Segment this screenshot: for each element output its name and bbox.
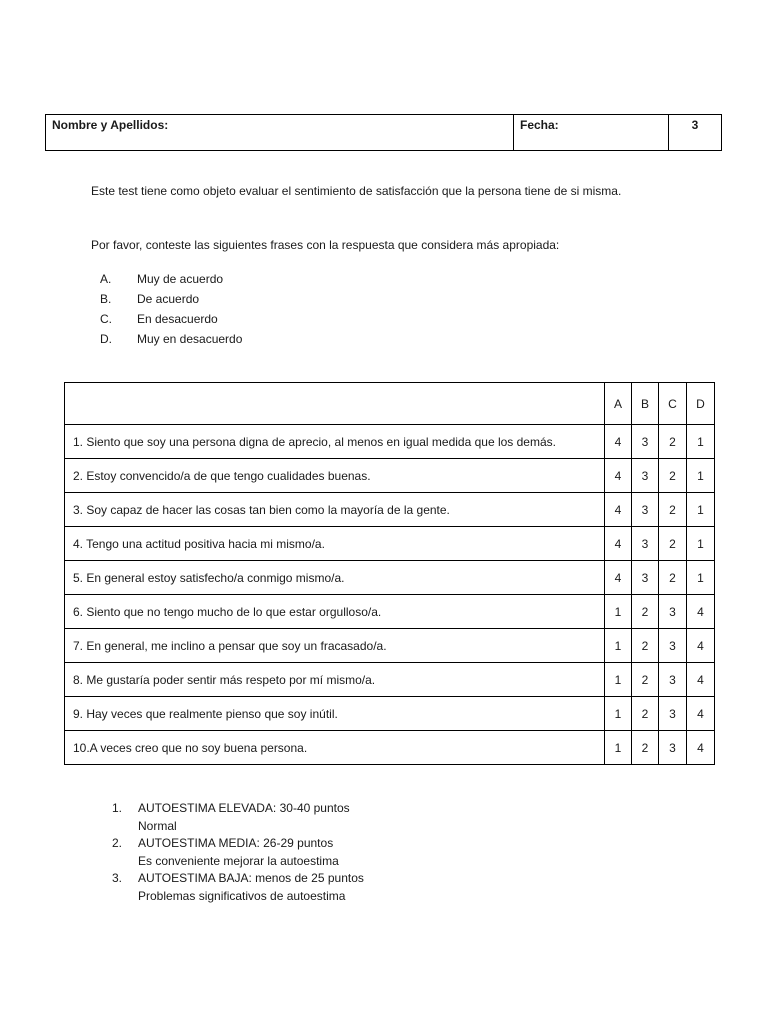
option-item <box>100 269 242 289</box>
score-cell: 1 <box>605 629 632 663</box>
name-field-label: Nombre y Apellidos: <box>46 115 514 151</box>
score-cell: 3 <box>659 731 687 765</box>
score-cell: 4 <box>687 731 715 765</box>
score-cell: 2 <box>659 459 687 493</box>
column-header-c: C <box>659 383 687 425</box>
option-letter: C. <box>100 312 112 326</box>
score-cell: 3 <box>659 663 687 697</box>
question-text: 4. Tengo una actitud positiva hacia mi mismo/a. <box>65 527 605 561</box>
score-cell: 2 <box>632 595 659 629</box>
score-cell: 4 <box>687 663 715 697</box>
questionnaire-table <box>64 382 715 765</box>
score-cell: 3 <box>632 493 659 527</box>
score-cell: 3 <box>659 697 687 731</box>
result-item <box>112 835 364 870</box>
option-text: En desacuerdo <box>137 312 218 326</box>
option-text: Muy en desacuerdo <box>137 332 243 346</box>
column-header-b: B <box>632 383 659 425</box>
score-cell: 2 <box>659 425 687 459</box>
option-letter: A. <box>100 272 112 286</box>
table-row <box>65 629 715 663</box>
result-number: 3. <box>112 871 123 885</box>
option-item <box>100 329 242 349</box>
option-item <box>100 289 242 309</box>
table-row <box>65 459 715 493</box>
question-text: 5. En general estoy satisfecho/a conmigo mismo/a. <box>65 561 605 595</box>
question-text: 2. Estoy convencido/a de que tengo cualidades buenas. <box>65 459 605 493</box>
table-row <box>65 493 715 527</box>
date-field-label: Fecha: <box>514 115 669 151</box>
question-text: 3. Soy capaz de hacer las cosas tan bien como la mayoría de la gente. <box>65 493 605 527</box>
score-cell: 4 <box>687 629 715 663</box>
score-cell: 4 <box>605 425 632 459</box>
option-letter: D. <box>100 332 112 346</box>
table-header-blank <box>65 383 605 425</box>
result-item <box>112 870 364 905</box>
option-text: De acuerdo <box>137 292 200 306</box>
score-cell: 3 <box>632 527 659 561</box>
intro-paragraph: Este test tiene como objeto evaluar el sentimiento de satisfacción que la persona tiene de si misma. <box>91 184 622 198</box>
score-cell: 4 <box>605 459 632 493</box>
question-text: 8. Me gustaría poder sentir más respeto por mí mismo/a. <box>65 663 605 697</box>
score-cell: 2 <box>632 629 659 663</box>
score-cell: 4 <box>605 527 632 561</box>
score-cell: 2 <box>632 697 659 731</box>
question-text: 6. Siento que no tengo mucho de lo que estar orgulloso/a. <box>65 595 605 629</box>
score-cell: 1 <box>687 493 715 527</box>
result-number: 1. <box>112 801 123 815</box>
result-title: AUTOESTIMA BAJA: menos de 25 puntos <box>138 871 364 885</box>
score-cell: 2 <box>659 527 687 561</box>
score-cell: 1 <box>687 527 715 561</box>
table-row <box>65 527 715 561</box>
table-row <box>65 697 715 731</box>
question-text: 10.A veces creo que no soy buena persona. <box>65 731 605 765</box>
option-letter: B. <box>100 292 112 306</box>
result-note: Problemas significativos de autoestima <box>138 888 346 903</box>
score-cell: 1 <box>605 595 632 629</box>
option-item <box>100 309 242 329</box>
table-row <box>65 595 715 629</box>
score-cell: 1 <box>687 459 715 493</box>
question-text: 7. En general, me inclino a pensar que soy un fracasado/a. <box>65 629 605 663</box>
table-header-row <box>65 383 715 425</box>
score-cell: 2 <box>632 731 659 765</box>
page-number: 3 <box>669 115 722 151</box>
score-cell: 1 <box>605 663 632 697</box>
table-row <box>65 731 715 765</box>
score-cell: 2 <box>659 493 687 527</box>
header-box <box>45 114 722 151</box>
result-note: Normal <box>138 818 177 833</box>
question-text: 1. Siento que soy una persona digna de aprecio, al menos en igual medida que los demás. <box>65 425 605 459</box>
table-row <box>65 425 715 459</box>
instruction-paragraph: Por favor, conteste las siguientes frases con la respuesta que considera más apropiada: <box>91 238 560 252</box>
score-cell: 2 <box>659 561 687 595</box>
score-cell: 1 <box>605 697 632 731</box>
table-row <box>65 663 715 697</box>
score-cell: 3 <box>632 459 659 493</box>
score-cell: 2 <box>632 663 659 697</box>
result-item <box>112 800 364 835</box>
score-cell: 4 <box>605 561 632 595</box>
table-row <box>65 561 715 595</box>
score-cell: 3 <box>632 425 659 459</box>
column-header-a: A <box>605 383 632 425</box>
option-text: Muy de acuerdo <box>137 272 224 286</box>
score-cell: 3 <box>659 629 687 663</box>
score-cell: 3 <box>632 561 659 595</box>
score-cell: 4 <box>605 493 632 527</box>
answer-options-list <box>100 269 242 349</box>
score-cell: 4 <box>687 595 715 629</box>
score-cell: 1 <box>687 561 715 595</box>
question-text: 9. Hay veces que realmente pienso que soy inútil. <box>65 697 605 731</box>
column-header-d: D <box>687 383 715 425</box>
result-title: AUTOESTIMA ELEVADA: 30-40 puntos <box>138 801 350 815</box>
result-note: Es conveniente mejorar la autoestima <box>138 853 339 868</box>
result-number: 2. <box>112 836 123 850</box>
result-title: AUTOESTIMA MEDIA: 26-29 puntos <box>138 836 334 850</box>
score-cell: 1 <box>605 731 632 765</box>
score-cell: 4 <box>687 697 715 731</box>
score-cell: 1 <box>687 425 715 459</box>
score-interpretation-list <box>112 800 364 905</box>
score-cell: 3 <box>659 595 687 629</box>
